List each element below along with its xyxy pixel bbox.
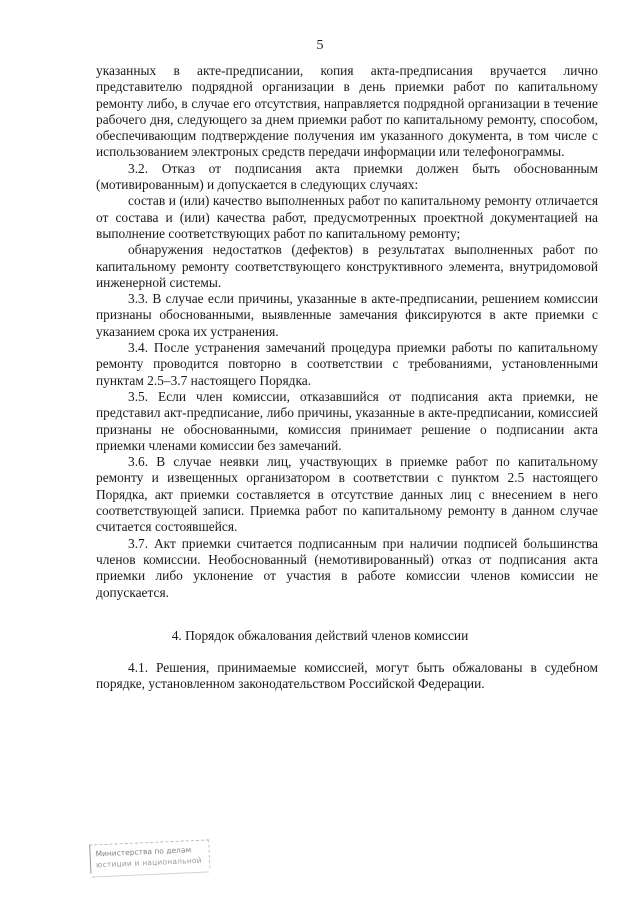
registration-stamp <box>87 839 213 884</box>
stamp-line-1: Министерства по делам <box>95 845 192 859</box>
paragraph-3-5: 3.5. Если член комиссии, отказавшийся от подписания акта приемки, не представил акт-предписание, либо причины, указанные в акте-предписании, комиссией признаны не обоснованными, комиссия принимает решение о подписании акта приемки членами комиссии без замечаний. <box>96 388 598 453</box>
stamp-line-2: юстиции и национальной <box>95 855 202 870</box>
paragraph-3-7: 3.7. Акт приемки считается подписанным при наличии подписей большинства членов комиссии. Необоснованный (немотивированный) отказ от подписания акта приемки либо уклонение от участия в работе комиссии членов комиссии не допускается. <box>96 535 598 600</box>
document-body <box>96 63 598 601</box>
paragraph-3-3: 3.3. В случае если причины, указанные в акте-предписании, решением комиссии признаны обоснованными, выявленные замечания фиксируются в акте приемки с указанием срока их устранения. <box>96 291 598 339</box>
section-heading: 4. Порядок обжалования действий членов комиссии <box>171 628 469 643</box>
paragraph-3-2: 3.2. Отказ от подписания акта приемки должен быть обоснованным (мотивированным) и допускается в следующих случаях: <box>96 160 598 193</box>
paragraph-continuation: указанных в акте-предписании, копия акта-предписания вручается лично представителю подрядной организации в день приемки работ по капитальному ремонту либо, в случае его отсутствия, направляется подрядной организации в течение рабочего дня, следующего за днем приемки работ по капитальному ремонту, способом, обеспечивающим подтверждение получения им указанного документа, в том числе с использованием электроных средств передачи информации или телефонограммы. <box>96 63 598 160</box>
paragraph-3-4: 3.4. После устранения замечаний процедура приемки работы по капитальному ремонту проводится повторно в соответствии с требованиями, установленными пунктам 2.5–3.7 настоящего Порядка. <box>96 340 598 388</box>
paragraph-3-2-case-2: обнаружения недостатков (дефектов) в результатах выполненных работ по капитальному ремонту соответствующего конструктивного элемента, внутридомовой инженерной системы. <box>96 242 598 290</box>
paragraph-3-2-case-1: состав и (или) качество выполненных работ по капитальному ремонту отличается от состава и (или) качества работ, предусмотренных проектной документацией на выполнение соответствующих работ по капитальному ремонту; <box>96 193 598 241</box>
page-number: 5 <box>316 38 324 53</box>
section-4-body <box>96 660 598 693</box>
paragraph-4-1: 4.1. Решения, принимаемые комиссией, могут быть обжалованы в судебном порядке, установленном законодательством Российской Федерации. <box>96 660 598 692</box>
paragraph-3-6: 3.6. В случае неявки лиц, участвующих в приемке работ по капитальному ремонту и извещенных организатором в соответствии с пунктом 2.5 настоящего Порядка, акт приемки составляется в отсутствие данных лиц с внесением в него соответствующей записи. Приемка работ по капитальному ремонту в данном случае считается состоявшейся. <box>96 454 598 535</box>
